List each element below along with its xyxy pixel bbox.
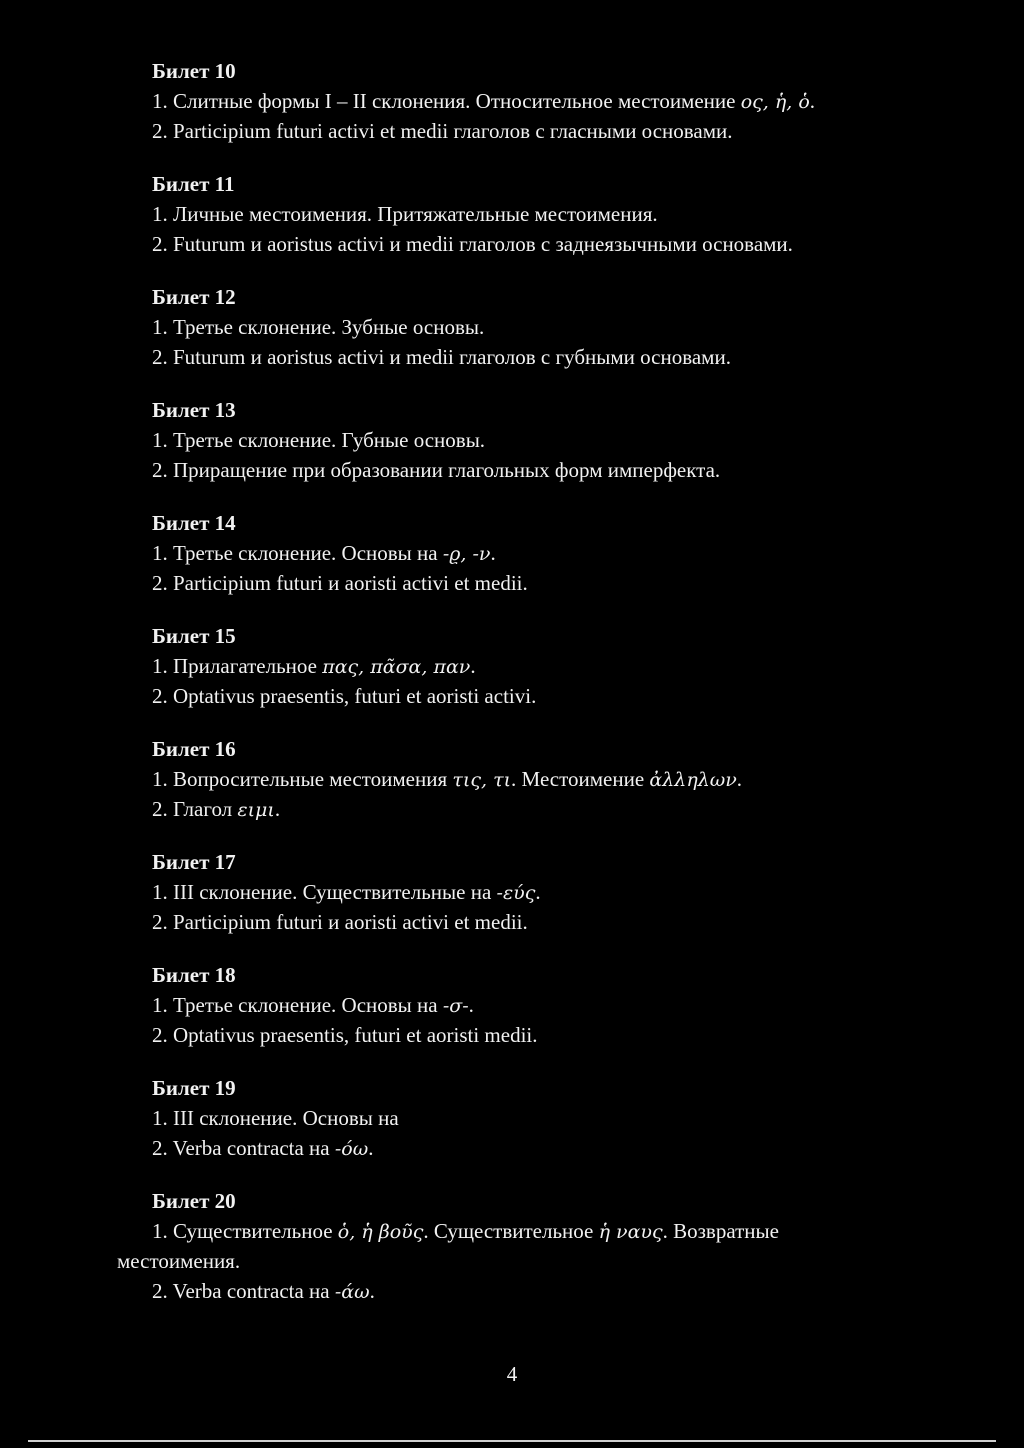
greek-term: ὁ, ἡ βοῦς <box>337 1221 424 1243</box>
question-text: 2. Optativus praesentis, futuri et aoristi activi. <box>152 684 537 708</box>
ticket-block <box>152 395 932 485</box>
question-text: . <box>470 654 476 678</box>
greek-term: -άω <box>334 1281 370 1303</box>
question-line <box>152 877 932 907</box>
question-line <box>152 425 932 455</box>
question-line <box>152 312 932 342</box>
question-text: 1. Третье склонение. Основы на <box>152 993 443 1017</box>
document-body <box>117 56 932 1329</box>
question-line <box>117 1246 932 1276</box>
question-text: . Существительное <box>423 1219 599 1243</box>
greek-term: ος, ἡ, ὁ <box>740 91 810 113</box>
question-line <box>152 342 932 372</box>
ticket-title: Билет 10 <box>152 59 236 83</box>
ticket-title: Билет 16 <box>152 737 236 761</box>
question-line <box>152 229 932 259</box>
question-text: местоимения. <box>117 1249 241 1273</box>
greek-term: -όω <box>334 1138 369 1160</box>
ticket-block <box>152 508 932 598</box>
question-text: 1. Личные местоимения. Притяжательные местоимения. <box>152 202 658 226</box>
ticket-title: Билет 13 <box>152 398 236 422</box>
question-line <box>152 538 932 568</box>
question-text: 1. Слитные формы I – II склонения. Относительное местоимение <box>152 89 741 113</box>
question-text: 2. Verba contracta на <box>152 1279 335 1303</box>
question-line <box>152 651 932 681</box>
ticket-block <box>117 1186 932 1306</box>
ticket-block <box>152 960 932 1050</box>
question-text: . <box>274 797 281 821</box>
question-text: . Возвратные <box>662 1219 779 1243</box>
question-line <box>152 990 932 1020</box>
ticket-title: Билет 11 <box>152 172 235 196</box>
question-line <box>152 199 932 229</box>
question-text: 1. Третье склонение. Губные основы. <box>152 428 486 452</box>
question-text: 2. Participium futuri activi et medii глаголов с гласными основами. <box>152 119 733 143</box>
ticket-title: Билет 15 <box>152 624 236 648</box>
question-line <box>152 1216 932 1246</box>
question-text: 2. Participium futuri и aoristi activi et medii. <box>152 571 528 595</box>
ticket-block <box>152 734 932 824</box>
question-line <box>152 1276 932 1306</box>
question-text: 1. III склонение. Основы на <box>152 1106 399 1130</box>
greek-term: ειμι <box>237 799 275 821</box>
ticket-title: Билет 12 <box>152 285 236 309</box>
question-text: 2. Optativus praesentis, futuri et aoristi medii. <box>152 1023 538 1047</box>
question-text: 2. Глагол <box>152 797 238 821</box>
question-text: . <box>490 541 496 565</box>
question-text: 1. Третье склонение. Основы на <box>152 541 443 565</box>
ticket-block <box>152 56 932 146</box>
question-text: . <box>809 89 816 113</box>
page-number: 4 <box>506 1362 518 1386</box>
greek-term: ἡ ναυς <box>598 1221 663 1243</box>
question-text: 2. Futurum и aoristus activi и medii глаголов с заднеязычными основами. <box>152 232 793 256</box>
ticket-title: Билет 14 <box>152 511 236 535</box>
question-line <box>152 1103 932 1133</box>
question-text: 1. Существительное <box>152 1219 338 1243</box>
question-line <box>152 1020 932 1050</box>
question-text: . <box>535 880 541 904</box>
question-line <box>152 568 932 598</box>
question-line <box>152 86 932 116</box>
question-text: . <box>468 993 474 1017</box>
ticket-title: Билет 17 <box>152 850 236 874</box>
ticket-block <box>152 847 932 937</box>
question-text: 2. Приращение при образовании глагольных форм имперфекта. <box>152 458 721 482</box>
ticket-title: Билет 19 <box>152 1076 236 1100</box>
greek-term: πας, πᾶσα, παν <box>322 656 471 678</box>
ticket-block <box>152 1073 932 1163</box>
question-text: 2. Verba contracta на <box>152 1136 335 1160</box>
question-text: 1. III склонение. Существительные на <box>152 880 497 904</box>
ticket-block <box>152 169 932 259</box>
ticket-block <box>152 621 932 711</box>
question-line <box>152 1133 932 1163</box>
greek-term: ἀλληλων <box>649 769 737 791</box>
question-line <box>152 116 932 146</box>
greek-term: -εύς <box>496 882 536 904</box>
bottom-rule <box>28 1440 996 1442</box>
question-text: . <box>369 1279 375 1303</box>
question-text: 1. Прилагательное <box>152 654 323 678</box>
ticket-title: Билет 20 <box>152 1189 236 1213</box>
question-line <box>152 907 932 937</box>
question-text: 2. Futurum и aoristus activi и medii глаголов с губными основами. <box>152 345 731 369</box>
greek-term: τις, τι <box>452 769 512 791</box>
ticket-title: Билет 18 <box>152 963 236 987</box>
question-text: 1. Вопросительные местоимения <box>152 767 453 791</box>
question-text: . <box>736 767 743 791</box>
greek-term: -ϱ, -ν <box>442 543 491 565</box>
question-text: . <box>368 1136 374 1160</box>
question-text: 2. Participium futuri и aoristi activi et medii. <box>152 910 528 934</box>
question-text: . Местоимение <box>511 767 650 791</box>
question-line <box>152 764 932 794</box>
question-line <box>152 455 932 485</box>
question-line <box>152 681 932 711</box>
question-line <box>152 794 932 824</box>
ticket-block <box>152 282 932 372</box>
greek-term: -σ- <box>442 995 469 1017</box>
question-text: 1. Третье склонение. Зубные основы. <box>152 315 485 339</box>
